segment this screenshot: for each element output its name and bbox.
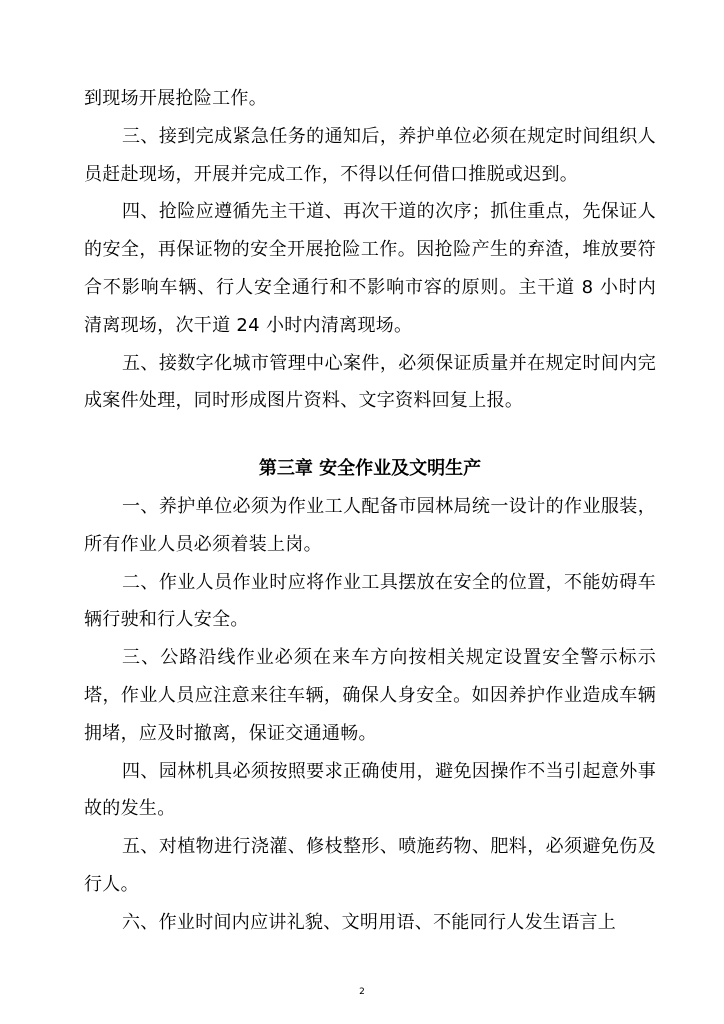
chapter-title: 第三章 安全作业及文明生产 [258,458,482,480]
paragraph-safety-6: 六、作业时间内应讲礼貌、文明用语、不能同行人发生语言上 [122,911,617,933]
paragraph-item-4: 四、抢险应遵循先主干道、再次干道的次序；抓住重点，先保证人的安全，再保证物的安全开展抢险工作。因抢险产生的弃渣，堆放要符合不影响车辆、行人安全通行和不影响市容的原则。主干道 8 小时内清离现场，次干道 24 小时内清离现场。 [84,201,656,336]
paragraph-safety-1: 一、养护单位必须为作业工人配备市园林局统一设计的作业服装，所有作业人员必须着装上岗。 [84,495,656,555]
paragraph-safety-3: 三、公路沿线作业必须在来车方向按相关规定设置安全警示标示塔，作业人员应注意来往车辆，确保人身安全。如因养护作业造成车辆拥堵，应及时撤离，保证交通通畅。 [84,647,656,744]
section-before [84,80,656,420]
paragraph-safety-5: 五、对植物进行浇灌、修枝整形、喷施药物、肥料，必须避免伤及行人。 [84,836,656,895]
section-after [84,488,656,942]
page-number: 2 [359,987,365,997]
paragraph-item-3: 三、接到完成紧急任务的通知后，养护单位必须在规定时间组织人员赶赴现场，开展并完成工作，不得以任何借口推脱或迟到。 [84,125,656,185]
paragraph-safety-2: 二、作业人员作业时应将作业工具摆放在安全的位置，不能妨碍车辆行驶和行人安全。 [84,571,656,631]
paragraph-safety-4: 四、园林机具必须按照要求正确使用，避免因操作不当引起意外事故的发生。 [84,760,656,820]
document-page [84,80,656,942]
paragraph-item-5: 五、接数字化城市管理中心案件，必须保证质量并在规定时间内完成案件处理，同时形成图片资料、文字资料回复上报。 [84,352,656,412]
paragraph-continuation: 到现场开展抢险工作。 [84,88,267,109]
